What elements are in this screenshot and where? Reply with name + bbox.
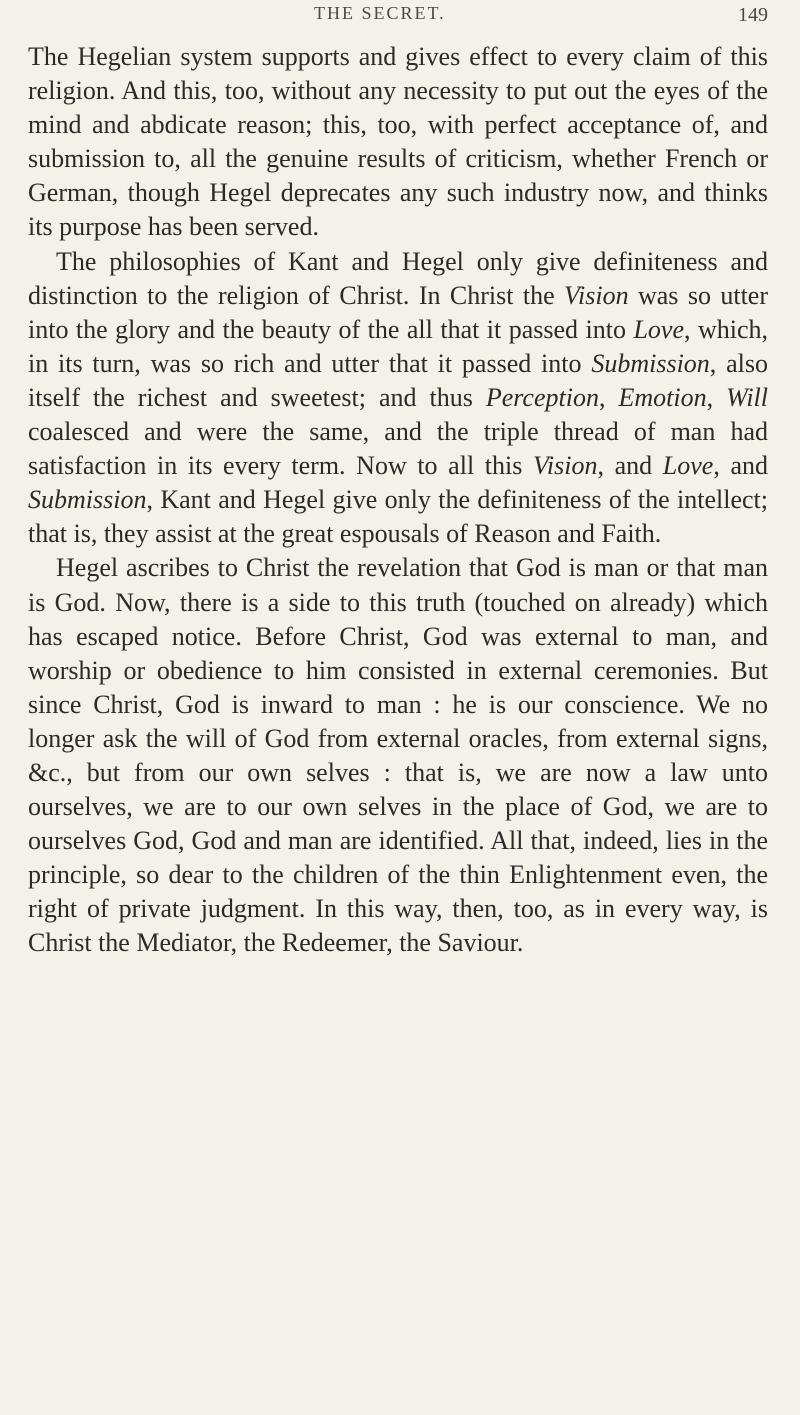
italic-term-vision: Vision [532, 451, 598, 481]
italic-term-love: Love [662, 451, 714, 481]
italic-term-will: Will [726, 382, 769, 412]
text-run: , and [597, 451, 663, 481]
text-run: , [598, 382, 619, 412]
paragraph-1 [28, 40, 768, 245]
text-run: , Kant and Hegel give only the definiteness of the intellect; that is, they assist at the great espousals of Reason and Faith. [28, 485, 768, 549]
text-run: , [706, 382, 727, 412]
text-run: Hegel ascribes to Christ the revelation that God is man or that man is God. Now, there is a side to this truth (touched on already) which has escaped notice. Before Christ, God was external to man, and worship or obedience to him consisted in external ceremonies. But since Christ, God is inward to man : he is our conscience. We no longer ask the will of God from external oracles, from external signs, &c., but from our own selves : that is, we are now a law unto ourselves, we are to our own selves in the place of God, we are to ourselves God, God and man are identified. All that, indeed, lies in the principle, so dear to the children of the thin Enlightenment even, the right of private judgment. In this way, then, too, as in every way, is Christ the Mediator, the Redeemer, the Saviour. [28, 553, 768, 958]
running-title: THE SECRET. [314, 3, 446, 23]
italic-term-vision: Vision [564, 280, 629, 310]
text-run: , and [713, 451, 768, 481]
italic-term-emotion: Emotion [618, 382, 707, 412]
paragraph-2 [28, 245, 768, 552]
text-run: , also itself the richest and sweetest; and thus [28, 348, 768, 412]
page-number: 149 [738, 4, 768, 26]
text-run: The Hegelian system supports and gives effect to every claim of this religion. And this, too, without any necessity to put out the eyes of the mind and abdicate reason; this, too, with perfect acceptance of, and submission to, all the genuine results of criticism, whether French or German, though Hegel deprecates any such industry now, and thinks its purpose has been served. [28, 42, 768, 242]
paragraph-3 [28, 551, 768, 960]
italic-term-love: Love [633, 314, 684, 344]
italic-term-submission: Submission [28, 485, 147, 515]
running-head [0, 0, 800, 28]
text-run: The philosophies of Kant and Hegel only give definiteness and distinction to the religion of Christ. In Christ the [28, 246, 768, 310]
text-run: coalesced and were the same, and the triple thread of man had satisfaction in its every term. Now to all this [28, 417, 768, 481]
body-text [28, 40, 768, 961]
italic-term-submission: Submission [591, 348, 710, 378]
text-run: , which, in its turn, was so rich and utter that it passed into [28, 314, 768, 378]
text-run: was so utter into the glory and the beauty of the all that it passed into [28, 280, 769, 344]
italic-term-perception: Perception [485, 382, 599, 412]
